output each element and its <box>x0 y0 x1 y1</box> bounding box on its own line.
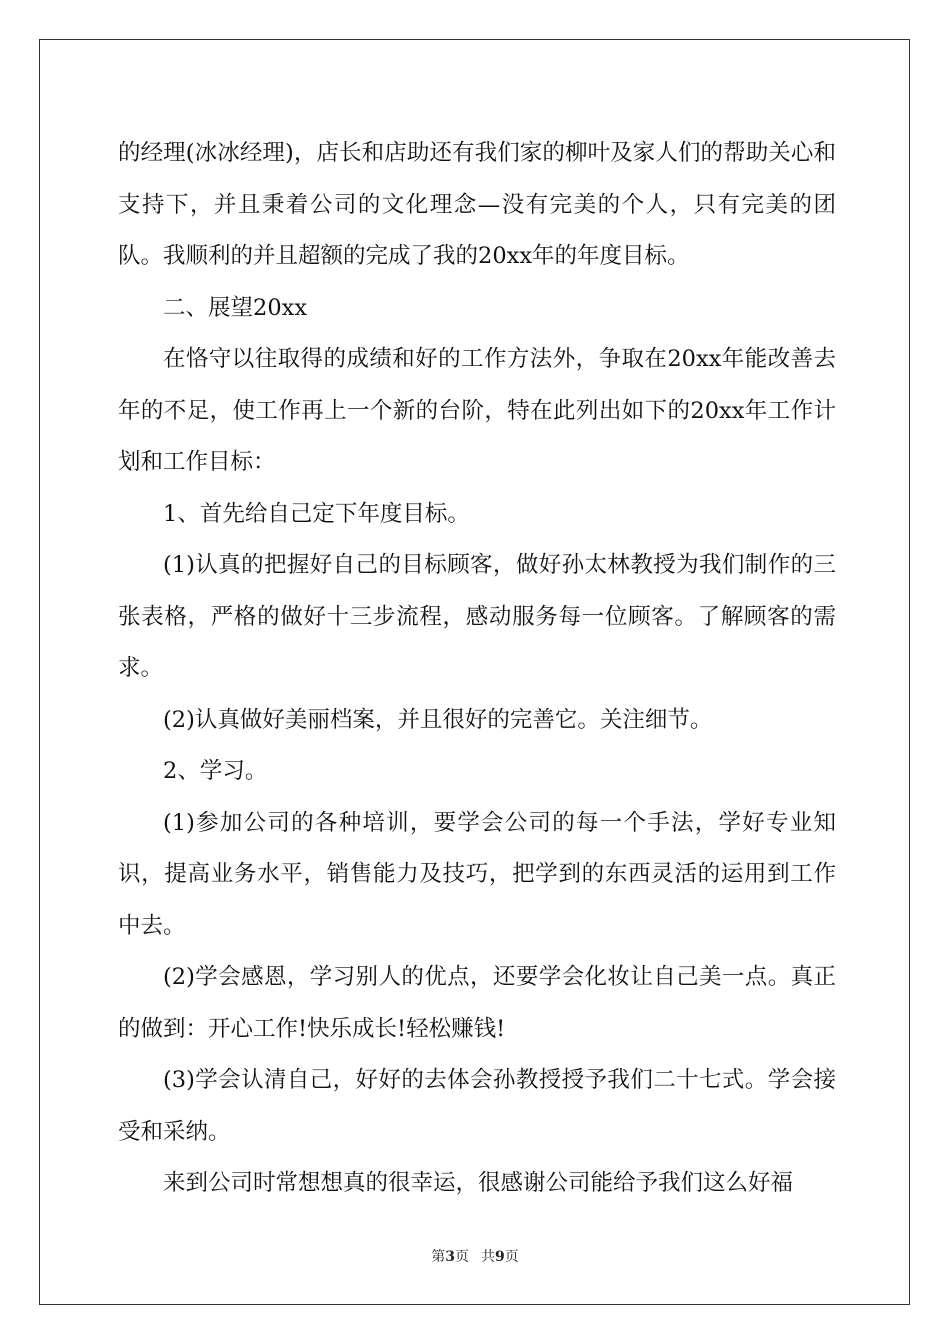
paragraph-4: 1、首先给自己定下年度目标。 <box>163 500 470 527</box>
paragraph-3: 在恪守以往取得的成绩和好的工作方法外，争取在20xx年能改善去年的不足，使工作再上一个新的台阶，特在此列出如下的20xx年工作计划和工作目标： <box>118 346 836 475</box>
footer-page-number: 3 <box>445 1249 455 1265</box>
page-footer <box>0 1246 950 1266</box>
paragraph-2: 二、展望20xx <box>163 294 308 321</box>
document-body <box>118 128 836 1210</box>
footer-total-suffix: 页 <box>504 1249 519 1265</box>
footer-total-pages: 9 <box>495 1249 505 1265</box>
footer-page-suffix: 页 <box>455 1249 469 1265</box>
paragraph-1: 的经理(冰冰经理)，店长和店助还有我们家的柳叶及家人们的帮助关心和支持下，并且秉着公司的文化理念—没有完美的个人，只有完美的团队。我顺利的并且超额的完成了我的20xx年的年度目标。 <box>118 140 836 269</box>
footer-total-prefix: 共 <box>481 1249 495 1265</box>
footer-page-prefix: 第 <box>431 1249 446 1265</box>
paragraph-8: (1)参加公司的各种培训，要学会公司的每一个手法，学好专业知识，提高业务水平，销售能力及技巧，把学到的东西灵活的运用到工作中去。 <box>118 809 836 939</box>
paragraph-6: (2)认真做好美丽档案，并且很好的完善它。关注细节。 <box>163 706 713 733</box>
paragraph-5: (1)认真的把握好自己的目标顾客，做好孙太林教授为我们制作的三张表格，严格的做好十三步流程，感动服务每一位顾客。了解顾客的需求。 <box>118 552 836 681</box>
paragraph-7: 2、学习。 <box>163 758 268 784</box>
paragraph-10: (3)学会认清自己，好好的去体会孙教授授予我们二十七式。学会接受和采纳。 <box>118 1067 836 1145</box>
paragraph-11: 来到公司时常想想真的很幸运，很感谢公司能给予我们这么好福 <box>163 1170 794 1196</box>
paragraph-9: (2)学会感恩，学习别人的优点，还要学会化妆让自己美一点。真正的做到：开心工作!快乐成长!轻松赚钱! <box>118 964 836 1042</box>
